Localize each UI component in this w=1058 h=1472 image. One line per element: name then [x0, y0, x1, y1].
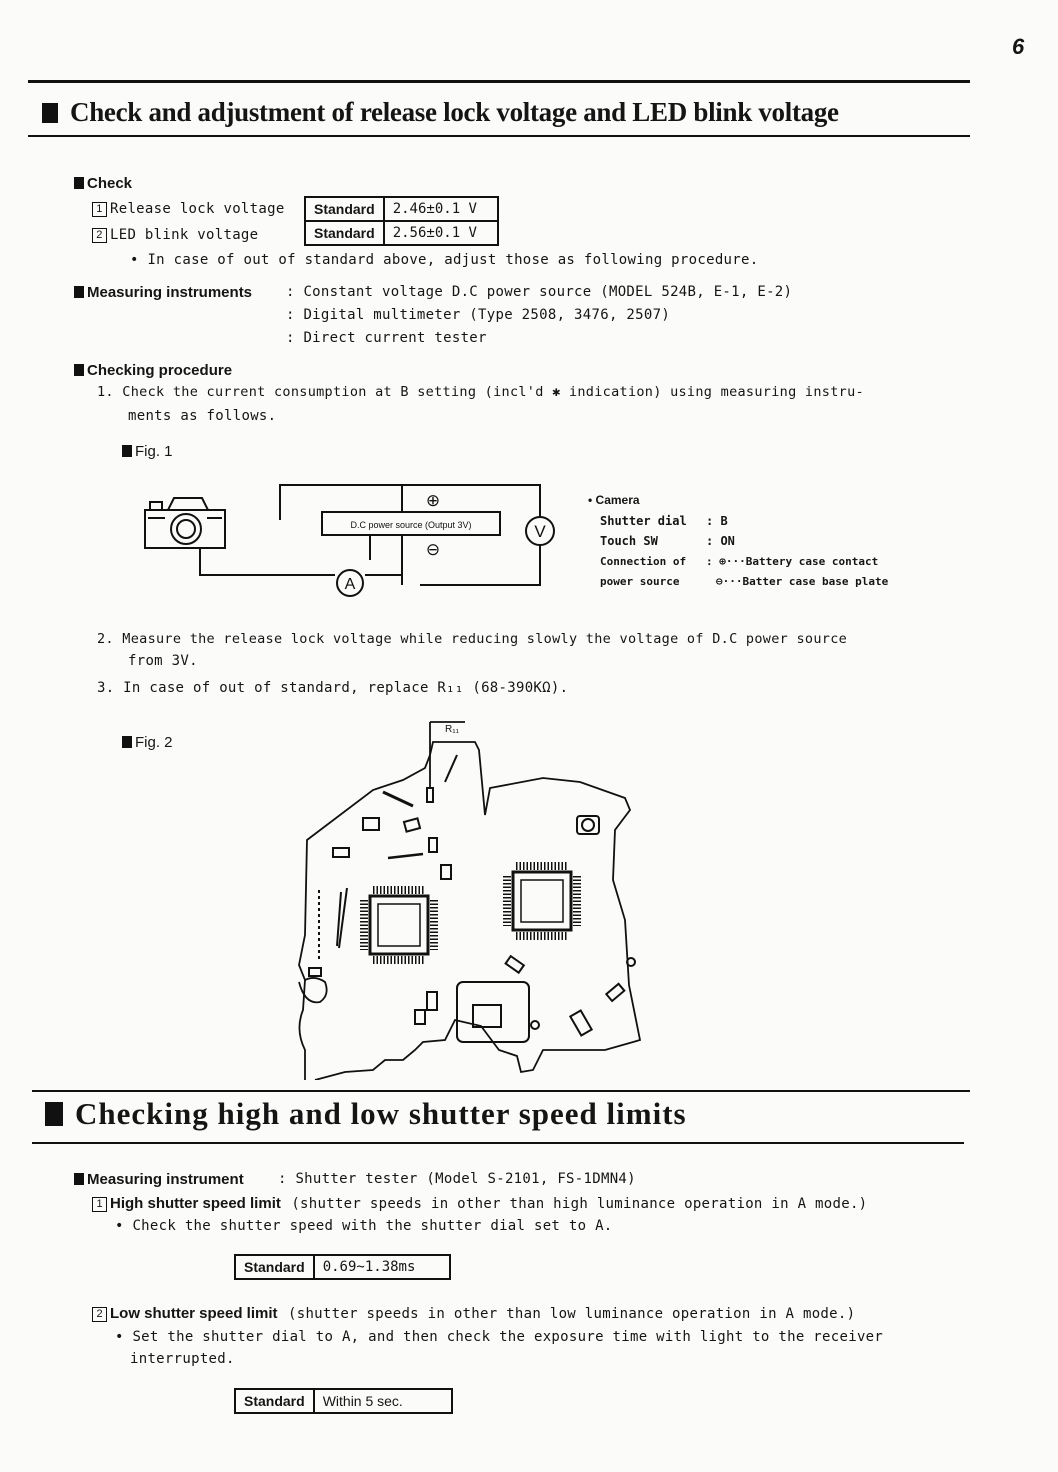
square-bullet-icon: [74, 177, 84, 189]
svg-text:A: A: [344, 576, 356, 593]
heading-bullet-icon: [45, 1102, 63, 1126]
high-limit-heading: 1 High shutter speed limit (shutter speeds in other than high luminance operation in A mode.): [92, 1195, 867, 1213]
high-limit-standard: [234, 1254, 451, 1280]
step1-line1: 1. Check the current consumption at B setting (incl'd ✱ indication) using measuring instru-: [97, 384, 864, 400]
setting-key: Connection of: [600, 555, 687, 568]
ic-chip-right: [507, 866, 577, 936]
square-bullet-icon: [74, 364, 84, 376]
check-heading: Check: [74, 175, 132, 192]
setting-key: power source: [600, 575, 680, 588]
setting-key: Shutter dial: [600, 514, 687, 528]
square-bullet-icon: [122, 736, 132, 748]
low-limit-standard: [234, 1388, 453, 1414]
r11-label: R₁₁: [445, 724, 459, 735]
instrument-line: : Direct current tester: [286, 330, 487, 346]
check-item-led: 2 LED blink voltage: [92, 227, 258, 243]
section2-title: Checking high and low shutter speed limits: [45, 1096, 687, 1132]
camera-heading: • Camera: [588, 493, 640, 507]
checking-procedure-heading: Checking procedure: [74, 362, 232, 379]
instrument-line: : Constant voltage D.C power source (MODEL 524B, E-1, E-2): [286, 284, 793, 300]
section1-bottom-rule: [28, 135, 970, 137]
high-limit-note: • Check the shutter speed with the shutter dial set to A.: [115, 1218, 613, 1234]
fig2-pcb-diagram: [285, 720, 650, 1080]
measuring-instrument-heading: Measuring instrument: [74, 1171, 244, 1188]
setting-value: : ON: [706, 534, 735, 548]
heading-bullet-icon: [42, 103, 58, 123]
svg-text:V: V: [534, 522, 546, 541]
setting-value: ⊖···Batter case base plate: [716, 575, 889, 588]
check-item-release: 1 Release lock voltage: [92, 201, 285, 217]
camera-icon: [145, 498, 225, 548]
table-row: Standard 2.56±0.1 V: [305, 221, 498, 245]
out-of-standard-note: • In case of out of standard above, adjust those as following procedure.: [130, 252, 759, 268]
measuring-instruments-heading: Measuring instruments: [74, 284, 252, 301]
measuring-instrument-value: : Shutter tester (Model S-2101, FS-1DMN4): [278, 1171, 636, 1187]
voltmeter-icon: [526, 517, 554, 545]
check-standard-table: [304, 196, 499, 246]
fig2-label: Fig. 2: [122, 734, 173, 751]
setting-value: : ⊕···Battery case contact: [706, 555, 879, 568]
table-row: Standard 2.46±0.1 V: [305, 197, 498, 221]
square-bullet-icon: [122, 445, 132, 457]
square-bullet-icon: [74, 286, 84, 298]
setting-key: Touch SW: [600, 534, 658, 548]
step2-line1: 2. Measure the release lock voltage while reducing slowly the voltage of D.C power source: [97, 631, 848, 647]
table-row: Standard 0.69~1.38ms: [235, 1255, 450, 1279]
square-bullet-icon: [74, 1173, 84, 1185]
low-limit-note-line2: interrupted.: [130, 1351, 235, 1367]
fig1-diagram: [140, 480, 580, 605]
low-limit-note-line1: • Set the shutter dial to A, and then check the exposure time with light to the receiver: [115, 1329, 884, 1345]
section2-bottom-rule: [32, 1142, 964, 1144]
power-source-label: D.C power source (Output 3V): [350, 520, 472, 530]
section1-title: Check and adjustment of release lock voltage and LED blink voltage: [42, 97, 839, 128]
page-number: 6: [1012, 34, 1025, 59]
step2-line2: from 3V.: [128, 653, 198, 669]
table-row: Standard Within 5 sec.: [235, 1389, 452, 1413]
step1-line2: ments as follows.: [128, 408, 277, 424]
ammeter-icon: [337, 570, 363, 596]
section2-top-rule: [32, 1090, 970, 1092]
minus-terminal-icon: ⊖: [425, 540, 441, 560]
setting-value: : B: [706, 514, 728, 528]
fig1-label: Fig. 1: [122, 443, 173, 460]
low-limit-heading: 2 Low shutter speed limit (shutter speeds in other than low luminance operation in A mode.): [92, 1305, 855, 1323]
instrument-line: : Digital multimeter (Type 2508, 3476, 2507): [286, 307, 671, 323]
ic-chip-left: [364, 890, 434, 960]
step3: 3. In case of out of standard, replace R₁₁ (68-390KΩ).: [97, 680, 569, 696]
section1-top-rule: [28, 80, 970, 83]
plus-terminal-icon: ⊕: [425, 491, 441, 511]
